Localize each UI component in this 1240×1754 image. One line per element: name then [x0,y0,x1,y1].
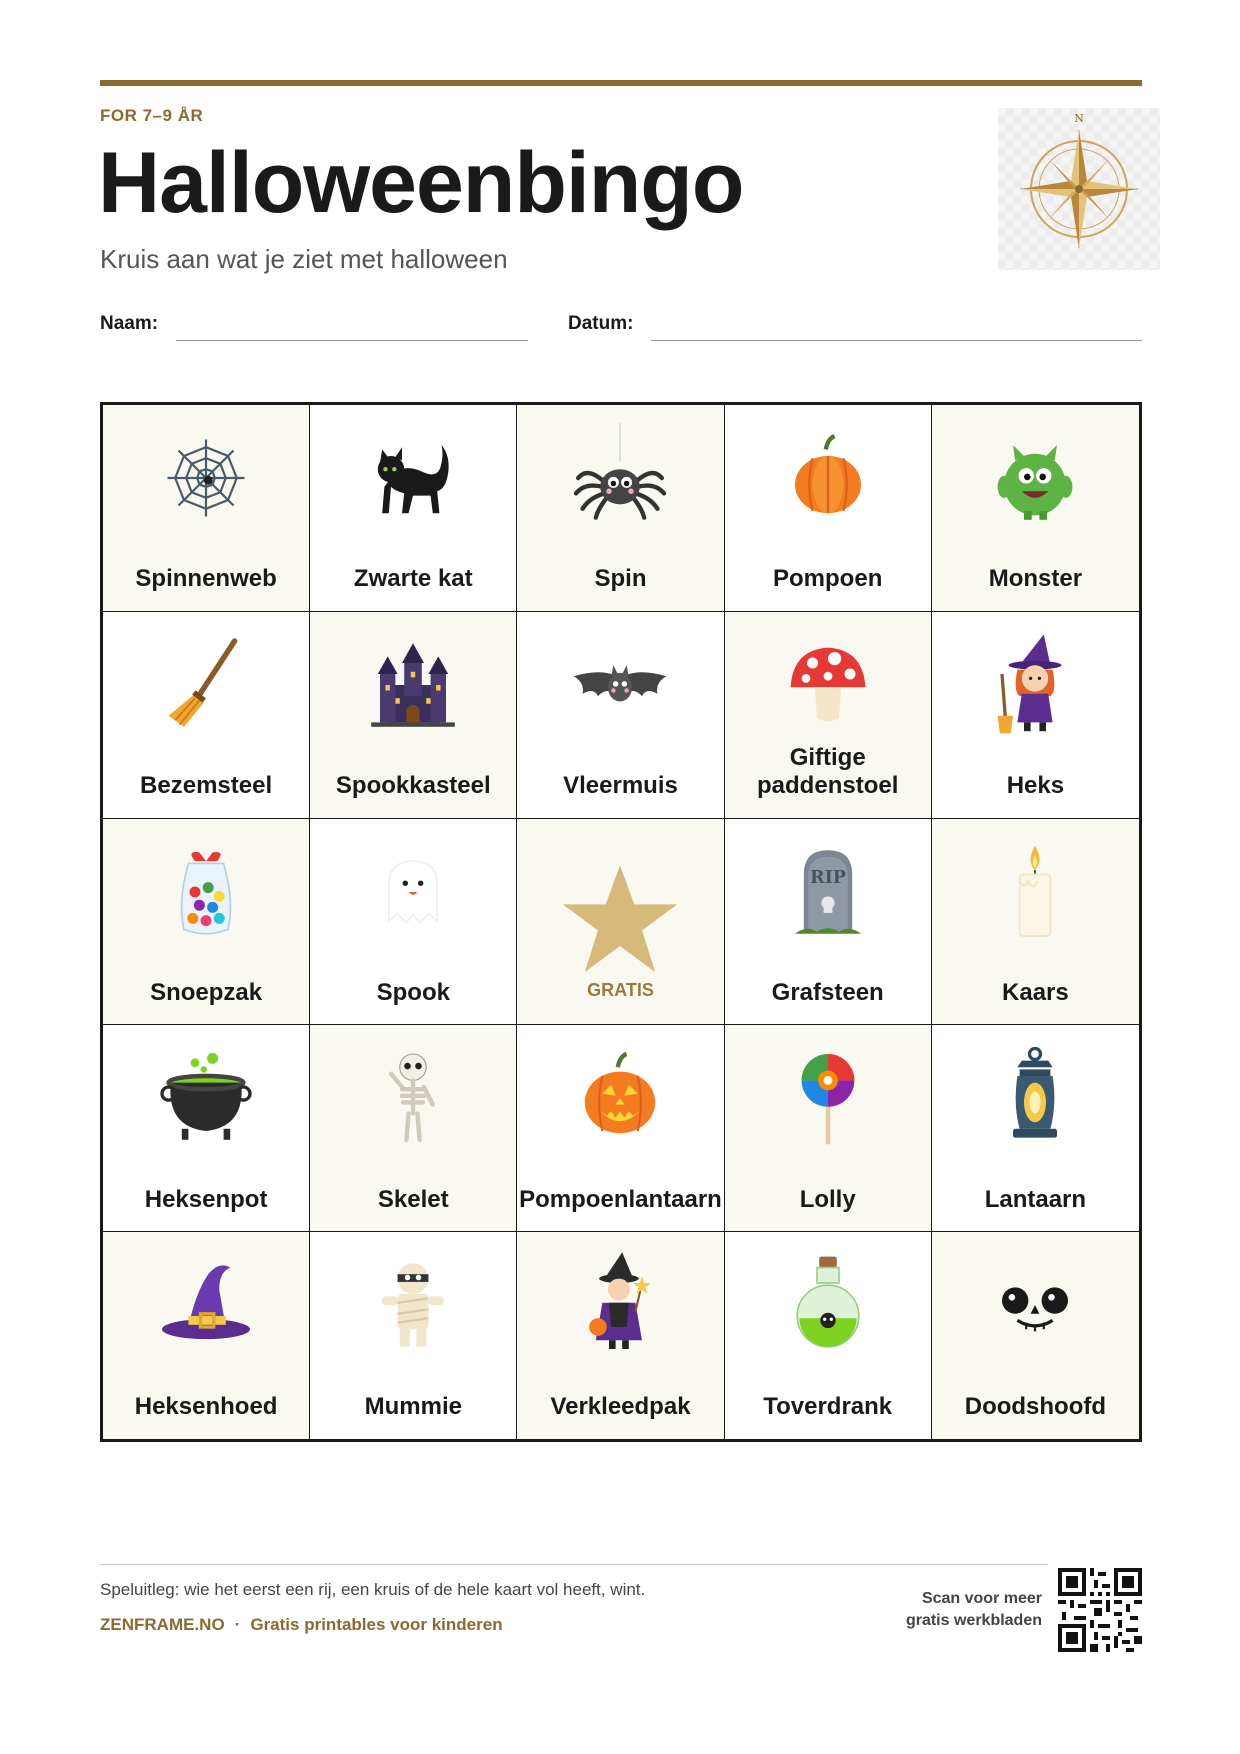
candle-icon [980,837,1090,947]
bingo-cell-spin[interactable] [517,405,724,612]
bingo-cell-free[interactable] [517,819,724,1026]
scan-caption [906,1588,1042,1631]
monster-icon [980,423,1090,533]
age-badge: FOR 7–9 ÅR [100,106,204,125]
cell-label: Giftige paddenstoel [757,744,899,799]
qr-code-icon [1058,1568,1142,1652]
bingo-cell-heks[interactable] [932,612,1139,819]
date-field[interactable] [651,340,1142,341]
page-title: Halloweenbingo [98,135,744,231]
bingo-cell-grafsteen[interactable] [725,819,932,1026]
lollipop-icon [773,1043,883,1153]
candy-bag-icon [151,837,261,947]
spiderweb-icon [151,423,261,533]
star-icon [555,855,685,985]
page-subtitle: Kruis aan wat je ziet met halloween [100,244,508,274]
tombstone-rip-text: RIP [809,866,846,888]
cell-label: Doodshoofd [964,1393,1107,1421]
jack-o-lantern-icon [565,1043,675,1153]
cell-label: Skelet [377,1185,449,1213]
bingo-cell-heksenpot[interactable] [103,1025,310,1232]
cell-label: Spookkasteel [335,772,491,799]
cell-label: Lolly [799,1185,856,1213]
bingo-cell-snoepzak[interactable] [103,819,310,1026]
toadstool-icon [773,630,883,740]
cell-label: Heksenpot [144,1185,268,1213]
cell-label: Verkleedpak [550,1393,691,1421]
footer-rule [100,1564,1048,1565]
cell-label: Bezemsteel [140,772,273,799]
name-label: Naam: [100,313,159,334]
cell-label: Vleermuis [563,772,678,799]
tombstone-icon [773,837,883,947]
mummy-icon [358,1250,468,1360]
bingo-cell-monster[interactable] [932,405,1139,612]
witch-hat-icon [151,1250,261,1360]
bingo-cell-spookkasteel[interactable] [310,612,517,819]
cell-label: Spook [376,978,450,1006]
bingo-cell-toverdrank[interactable] [725,1232,932,1439]
bingo-cell-lolly[interactable] [725,1025,932,1232]
bingo-cell-giftige-paddenstoel[interactable] [725,612,932,819]
costume-icon [565,1250,675,1360]
footer-brand [100,1615,503,1635]
haunted-castle-icon [358,630,468,740]
scan-line-1: Scan voor meer [921,1590,1042,1607]
cell-label: Toverdrank [763,1393,893,1421]
cell-label: Pompoenlantaarn [519,1185,722,1213]
bingo-cell-lantaarn[interactable] [932,1025,1139,1232]
cell-label: Mummie [364,1393,462,1421]
free-space-label: GRATIS [587,979,654,1000]
bingo-cell-spook[interactable] [310,819,517,1026]
brand-link[interactable]: ZENFRAME.NO [100,1615,225,1634]
brand-tagline: Gratis printables voor kinderen [250,1615,503,1634]
bingo-cell-heksenhoed[interactable] [103,1232,310,1439]
black-cat-icon [358,423,468,533]
bat-icon [565,630,675,740]
game-rules: Speluitleg: wie het eerst een rij, een kruis of de hele kaart vol heeft, wint. [100,1580,646,1599]
cell-label: Spinnenweb [135,565,277,593]
bingo-cell-pompoen[interactable] [725,405,932,612]
cell-label: Kaars [1002,978,1069,1006]
cell-label: Heksenhoed [134,1393,278,1421]
ghost-icon [358,837,468,947]
bingo-cell-zwarte-kat[interactable] [310,405,517,612]
bingo-cell-verkleedpak[interactable] [517,1232,724,1439]
cauldron-icon [151,1043,261,1153]
cell-label: Spin [594,565,647,593]
scan-line-2: gratis werkbladen [905,1611,1042,1629]
cell-label: Snoepzak [150,978,263,1006]
date-label: Datum: [568,313,634,334]
potion-icon [773,1250,883,1360]
broom-icon [151,630,261,740]
cell-label: Monster [988,565,1083,593]
bingo-cell-pompoenlantaarn[interactable] [517,1025,724,1232]
brand-separator: · [234,1615,241,1634]
lantern-icon [980,1043,1090,1153]
bingo-cell-mummie[interactable] [310,1232,517,1439]
bingo-cell-skelet[interactable] [310,1025,517,1232]
qr-code[interactable] [1058,1568,1142,1652]
bingo-card [100,402,1142,1442]
witch-icon [980,630,1090,740]
bingo-cell-kaars[interactable] [932,819,1139,1026]
compass-logo [998,108,1160,270]
bingo-cell-bezemsteel[interactable] [103,612,310,819]
pumpkin-icon [773,423,883,533]
header-rule [100,80,1142,86]
bingo-cell-spinnenweb[interactable] [103,405,310,612]
skeleton-icon [358,1043,468,1153]
bingo-cell-doodshoofd[interactable] [932,1232,1139,1439]
bingo-cell-vleermuis[interactable] [517,612,724,819]
name-field[interactable] [176,340,528,341]
cell-label: Zwarte kat [353,565,473,593]
cell-label: Heks [1006,772,1065,799]
cell-label: Grafsteen [771,978,884,1006]
spider-icon [565,423,675,533]
skull-icon [980,1250,1090,1360]
compass-letter: N [1074,112,1084,125]
cell-label: Lantaarn [984,1185,1087,1213]
cell-label: Pompoen [773,565,883,593]
